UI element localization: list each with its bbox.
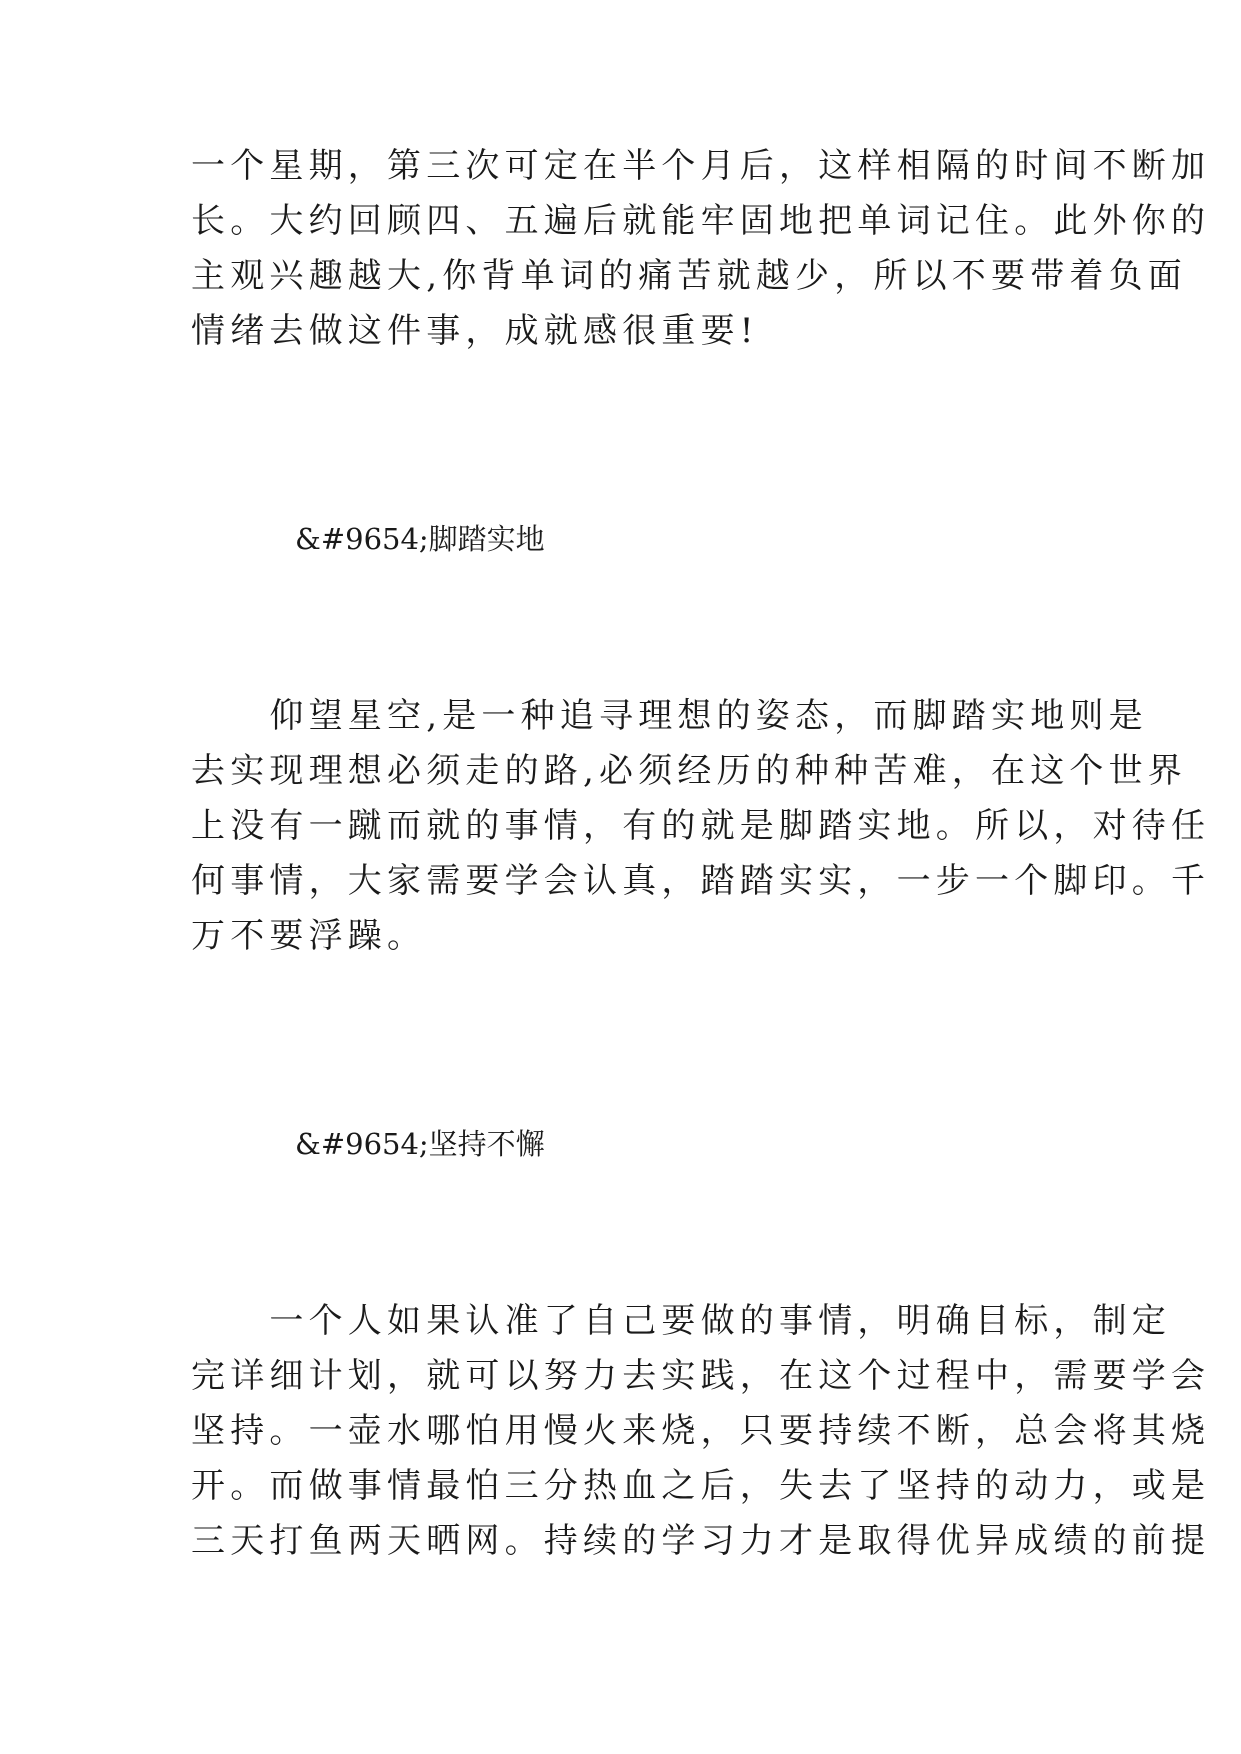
paragraph-line: 一个星期，第三次可定在半个月后，这样相隔的时间不断加 (191, 146, 1211, 186)
paragraph-line: 完详细计划，就可以努力去实践，在这个过程中，需要学会 (191, 1356, 1211, 1396)
paragraph-line: 坚持。一壶水哪怕用慢火来烧，只要持续不断，总会将其烧 (191, 1411, 1211, 1451)
paragraph-line: 上没有一蹴而就的事情，有的就是脚踏实地。所以，对待任 (191, 806, 1211, 846)
paragraph-line: 去实现理想必须走的路,必须经历的种种苦难，在这个世界 (191, 751, 1188, 791)
paragraph-line: 仰望星空,是一种追寻理想的姿态，而脚踏实地则是 (191, 696, 1148, 736)
paragraph-line: 一个人如果认准了自己要做的事情，明确目标，制定 (191, 1301, 1171, 1341)
paragraph-line: 情绪去做这件事，成就感很重要! (191, 311, 759, 351)
paragraph-line: 何事情，大家需要学会认真，踏踏实实，一步一个脚印。千 (191, 861, 1211, 901)
section-heading-1: &#9654;脚踏实地 (295, 522, 545, 556)
paragraph-line: 主观兴趣越大,你背单词的痛苦就越少，所以不要带着负面 (191, 256, 1188, 296)
section-heading-2: &#9654;坚持不懈 (295, 1127, 545, 1161)
paragraph-line: 万不要浮躁。 (191, 916, 427, 956)
paragraph-line: 长。大约回顾四、五遍后就能牢固地把单词记住。此外你的 (191, 201, 1211, 241)
paragraph-line: 三天打鱼两天晒网。持续的学习力才是取得优异成绩的前提 (191, 1521, 1211, 1561)
paragraph-line: 开。而做事情最怕三分热血之后，失去了坚持的动力，或是 (191, 1466, 1211, 1506)
